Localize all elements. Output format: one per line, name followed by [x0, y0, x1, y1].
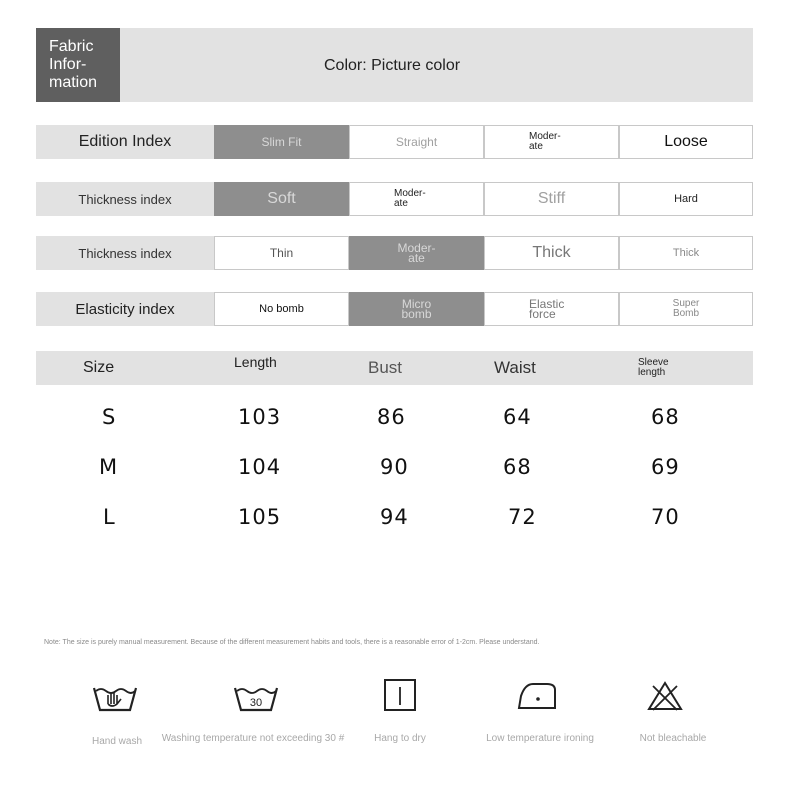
thickness-option-thick: Thick	[484, 236, 619, 270]
bust-cell: 86	[377, 405, 406, 429]
thickness-option-thick-2: Thick	[619, 236, 753, 270]
size-cell: L	[103, 505, 116, 529]
thickness-index-row-1	[36, 182, 753, 216]
measurement-note: Note: The size is purely manual measurement. Because of the different measurement habits and tools, there is a reasonable error of 1-2cm. Please understand.	[44, 639, 540, 646]
size-header: Size	[83, 359, 115, 376]
length-cell: 104	[238, 455, 282, 479]
wash-30-icon	[233, 682, 279, 714]
waist-cell: 68	[503, 455, 532, 479]
hand-wash-icon	[92, 682, 138, 714]
thickness-option-moderate: Moder- ate	[349, 182, 484, 216]
waist-cell: 64	[503, 405, 532, 429]
hang-dry-icon	[383, 678, 417, 712]
hand-wash-label: Hand wash	[91, 736, 143, 747]
waist-cell: 72	[508, 505, 537, 529]
bust-header: Bust	[368, 358, 403, 377]
edition-index-label: Edition Index	[36, 125, 214, 159]
not-bleachable-label: Not bleachable	[639, 733, 707, 744]
elasticity-option-elastic-force: Elastic force	[484, 292, 619, 326]
length-header: Length	[234, 354, 277, 370]
edition-option-loose: Loose	[619, 125, 753, 159]
thickness-option-stiff: Stiff	[484, 182, 619, 216]
sleeve-length-cell: 69	[651, 455, 680, 479]
no-bleach-icon	[647, 680, 683, 712]
thickness-option-moderate-2: Moder- ate	[349, 236, 484, 270]
elasticity-index-row	[36, 292, 753, 326]
size-table-header	[36, 351, 753, 385]
size-cell: M	[99, 455, 119, 479]
edition-option-straight: Straight	[349, 125, 484, 159]
bust-cell: 94	[380, 505, 409, 529]
edition-option-slim-fit: Slim Fit	[214, 125, 349, 159]
elasticity-option-no-bomb: No bomb	[214, 292, 349, 326]
thickness-index-label-2: Thickness index	[36, 236, 214, 270]
thickness-index-row-2	[36, 236, 753, 270]
color-text: Color: Picture color	[324, 57, 461, 74]
elasticity-option-micro-bomb: Micro bomb	[349, 292, 484, 326]
waist-header: Waist	[494, 358, 536, 377]
hang-dry-label: Hang to dry	[374, 733, 426, 744]
sleeve-length-cell: 70	[651, 505, 680, 529]
size-cell: S	[102, 405, 117, 429]
edition-option-moderate: Moder- ate	[484, 125, 619, 159]
wash-temperature-label: Washing temperature not exceeding 30 #	[161, 733, 345, 744]
length-cell: 103	[238, 405, 282, 429]
low-iron-icon	[515, 680, 559, 712]
elasticity-index-label: Elasticity index	[36, 292, 214, 326]
fabric-information-label: Fabric Infor- mation	[36, 28, 120, 102]
elasticity-option-super-bomb: Super Bomb	[619, 292, 753, 326]
length-cell: 105	[238, 505, 282, 529]
thickness-index-label-1: Thickness index	[36, 182, 214, 216]
fabric-info-header	[36, 28, 753, 102]
wash-temp-text: 30	[249, 697, 263, 709]
thickness-option-hard: Hard	[619, 182, 753, 216]
sleeve-length-header: Sleeve length	[638, 357, 669, 378]
thickness-option-thin: Thin	[214, 236, 349, 270]
edition-index-row	[36, 125, 753, 159]
bust-cell: 90	[380, 455, 409, 479]
sleeve-length-cell: 68	[651, 405, 680, 429]
low-temperature-ironing-label: Low temperature ironing	[486, 733, 594, 744]
thickness-option-soft: Soft	[214, 182, 349, 216]
